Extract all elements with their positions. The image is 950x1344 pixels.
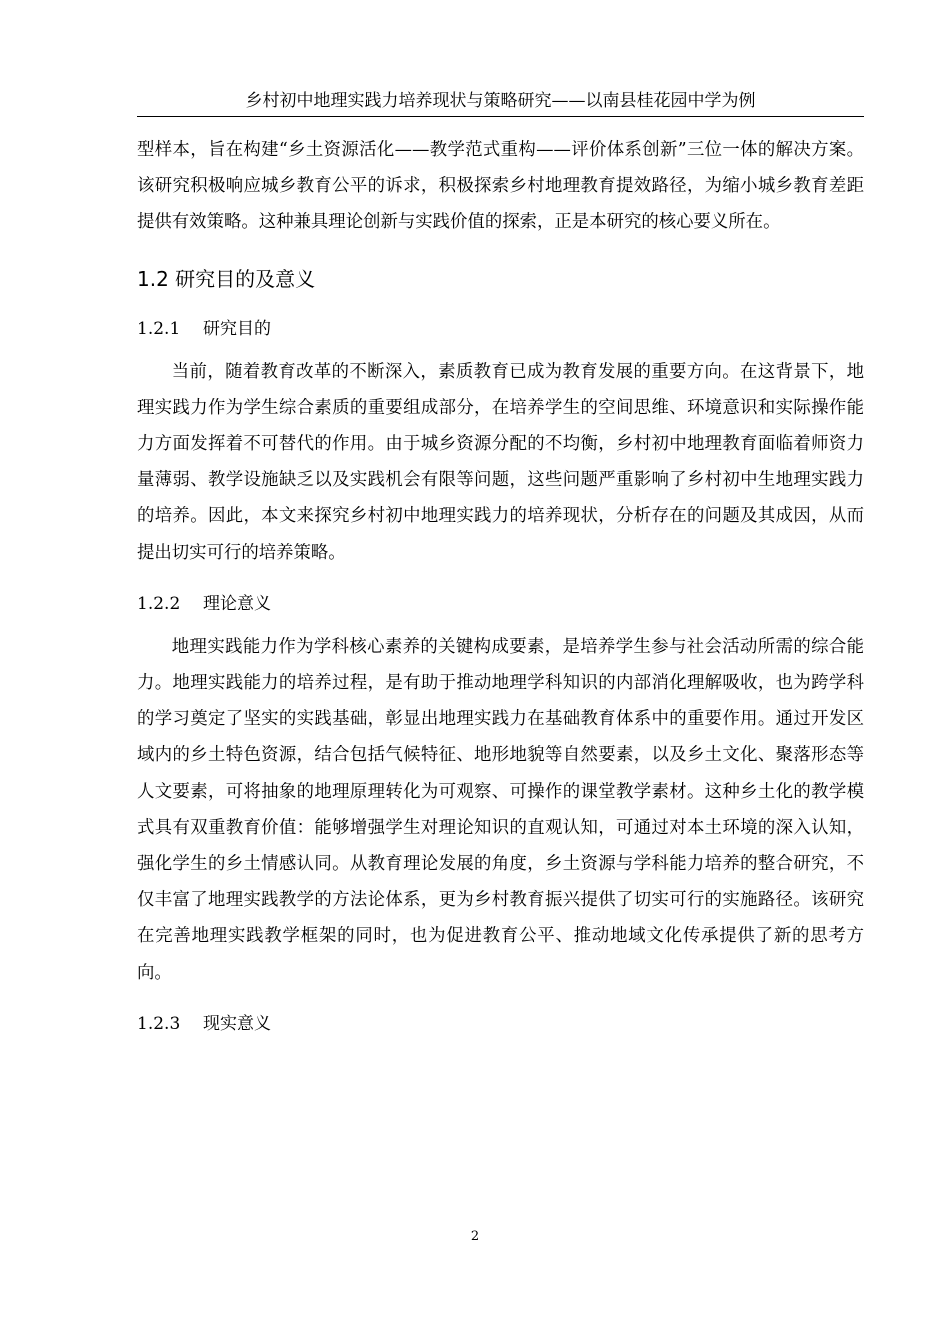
subsection-title: 研究目的 <box>203 318 271 339</box>
theoretical-significance-paragraph: 地理实践能力作为学科核心素养的关键构成要素，是培养学生参与社会活动所需的综合能力。地理实践能力的培养过程，是有助于推动地理学科知识的内部消化理解吸收，也为跨学科的学习奠定了坚实的实践基础，彰显出地理实践力在基础教育体系中的重要作用。通过开发区域内的乡土特色资源，结合包括气候特征、地形地貌等自然要素，以及乡土文化、聚落形态等人文要素，可将抽象的地理原理转化为可观察、可操作的课堂教学素材。这种乡土化的教学模式具有双重教育价值：能够增强学生对理论知识的直观认知，可通过对本土环境的深入认知，强化学生的乡土情感认同。从教育理论发展的角度，乡土资源与学科能力培养的整合研究，不仅丰富了地理实践教学的方法论体系，更为乡村教育振兴提供了切实可行的实施路径。该研究在完善地理实践教学框架的同时，也为促进教育公平、推动地域文化传承提供了新的思考方向。 <box>137 636 864 983</box>
page-number: 2 <box>470 1229 480 1244</box>
page-content <box>137 132 864 1049</box>
intro-paragraph: 型样本，旨在构建“乡土资源活化——教学范式重构——评价体系创新”三位一体的解决方案。该研究积极响应城乡教育公平的诉求，积极探索乡村地理教育提效路径，为缩小城乡教育差距提供有效策略。这种兼具理论创新与实践价值的探索，正是本研究的核心要义所在。 <box>137 140 864 233</box>
subsection-heading-1-2-2 <box>137 591 864 617</box>
subsection-title: 现实意义 <box>203 1013 271 1034</box>
subsection-number: 1.2.1 <box>137 318 181 339</box>
subsection-number: 1.2.3 <box>137 1013 181 1034</box>
section-heading: 1.2 研究目的及意义 <box>137 266 316 291</box>
subsection-number: 1.2.2 <box>137 593 181 614</box>
subsection-heading-1-2-3 <box>137 1011 864 1037</box>
running-header: 乡村初中地理实践力培养现状与策略研究——以南县桂花园中学为例 <box>137 90 864 117</box>
subsection-title: 理论意义 <box>203 593 271 614</box>
research-purpose-paragraph: 当前，随着教育改革的不断深入，素质教育已成为教育发展的重要方向。在这背景下，地理实践力作为学生综合素质的重要组成部分，在培养学生的空间思维、环境意识和实际操作能力方面发挥着不可替代的作用。由于城乡资源分配的不均衡，乡村初中地理教育面临着师资力量薄弱、教学设施缺乏以及实践机会有限等问题，这些问题严重影响了乡村初中生地理实践力的培养。因此，本文来探究乡村初中地理实践力的培养现状，分析存在的问题及其成因，从而提出切实可行的培养策略。 <box>137 361 864 563</box>
subsection-heading-1-2-1 <box>137 316 864 342</box>
